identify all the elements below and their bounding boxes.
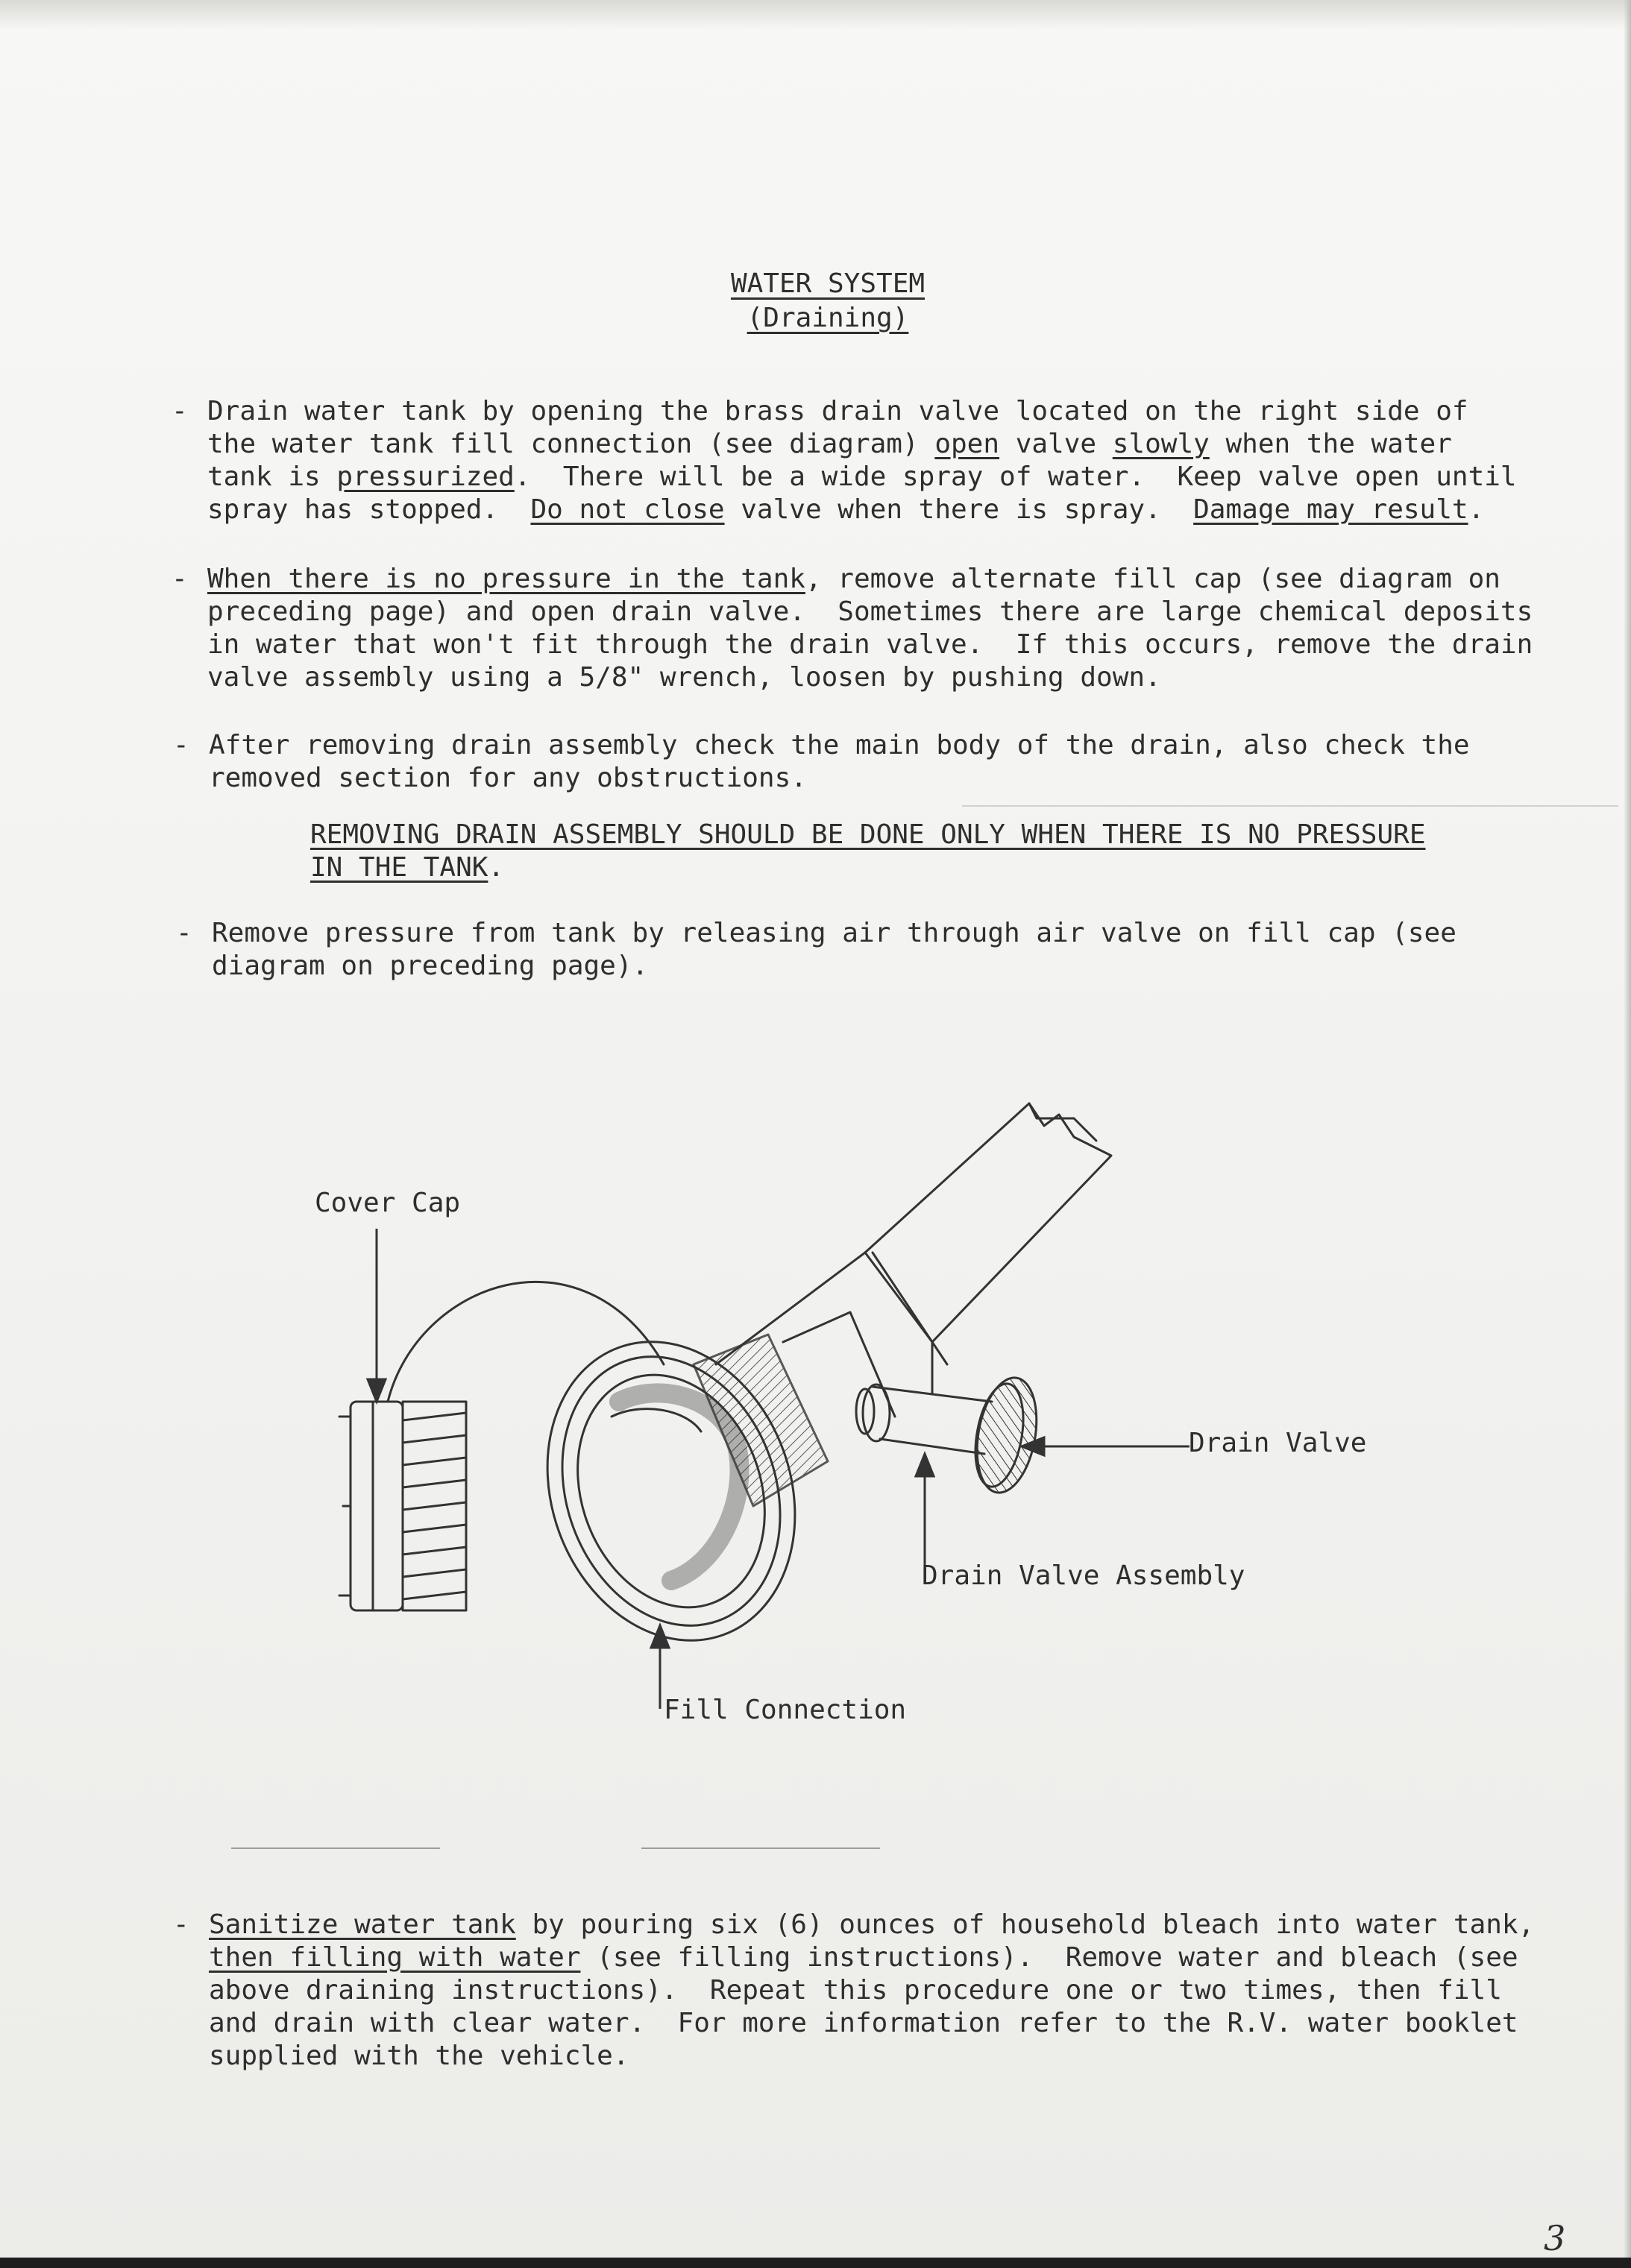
text-line: valve assembly using a 5/8" wrench, loosen by pushing down. (207, 662, 1161, 693)
page-title: WATER SYSTEM (730, 268, 926, 299)
tank-pipe (865, 1103, 1111, 1342)
underlined-text: When there is no pressure in the tank (207, 564, 805, 594)
underlined-text: Damage may result (1193, 494, 1468, 525)
bullet-dash: - (173, 1909, 189, 1940)
bullet-dash: - (172, 564, 188, 594)
text-line: above draining instructions). Repeat this procedure one or two times, then fill (209, 1975, 1502, 2006)
text-segment: , remove alternate fill cap (see diagram on (805, 564, 1500, 594)
text-line: the water tank fill connection (see diagram) (207, 429, 935, 459)
arrow-cover-cap (368, 1379, 386, 1402)
text-segment: when the water (1209, 429, 1452, 459)
text-line: After removing drain assembly check the main body of the drain, also check the (209, 730, 1470, 760)
text-line: in water that won't fit through the drain valve. If this occurs, remove the drain (207, 629, 1533, 660)
text-segment: tank is (207, 462, 337, 492)
text-line: removed section for any obstructions. (209, 763, 807, 793)
underlined-text: slowly (1112, 429, 1210, 459)
text-line: preceding page) and open drain valve. Sometimes there are large chemical deposits (207, 596, 1533, 627)
text-line: and drain with clear water. For more information refer to the R.V. water booklet (209, 2008, 1518, 2038)
text-line: Drain water tank by opening the brass drain valve located on the right side of (207, 396, 1468, 426)
text-segment: . There will be a wide spray of water. Keep valve open until (514, 462, 1517, 492)
label-drain-valve-assembly: Drain Valve Assembly (922, 1560, 1245, 1591)
arrow-drain-valve-assembly (916, 1454, 934, 1476)
underlined-text: pressurized (336, 462, 515, 492)
underlined-text: open (934, 429, 1000, 459)
text-segment: . (1468, 494, 1485, 525)
page-number: 3 (1544, 2218, 1566, 2258)
underlined-text: then filling with water (209, 1942, 581, 1973)
label-fill-connection: Fill Connection (664, 1695, 907, 1725)
text-segment: valve (999, 429, 1113, 459)
fill-connection-ring (507, 1307, 836, 1676)
text-segment: (see filling instructions). Remove water and bleach (see (580, 1942, 1518, 1973)
text-line: Remove pressure from tank by releasing air through air valve on fill cap (see (212, 918, 1456, 948)
bullet-dash: - (176, 918, 192, 948)
text-line: supplied with the vehicle. (209, 2041, 629, 2071)
bullet-dash: - (173, 730, 189, 760)
paragraph-sanitize (173, 1909, 1535, 2073)
warning-line: REMOVING DRAIN ASSEMBLY SHOULD BE DONE ONLY WHEN THERE IS NO PRESSURE (310, 819, 1426, 850)
cover-cap (339, 1402, 466, 1610)
page-subtitle: (Draining) (747, 303, 909, 333)
text-segment: spray has stopped. (207, 494, 531, 525)
label-cover-cap: Cover Cap (315, 1188, 461, 1218)
text-segment: by pouring six (6) ounces of household bleach into water tank, (515, 1909, 1535, 1940)
warning-line: IN THE TANK (310, 852, 488, 883)
label-drain-valve: Drain Valve (1189, 1428, 1367, 1458)
bullet-dash: - (172, 396, 188, 426)
underlined-text: Sanitize water tank (209, 1909, 516, 1940)
underlined-text: Do not close (530, 494, 725, 525)
text-line: diagram on preceding page). (212, 951, 649, 981)
text-segment: . (488, 852, 505, 883)
text-segment: valve when there is spray. (724, 494, 1194, 525)
drain-valve-stem (873, 1387, 992, 1454)
